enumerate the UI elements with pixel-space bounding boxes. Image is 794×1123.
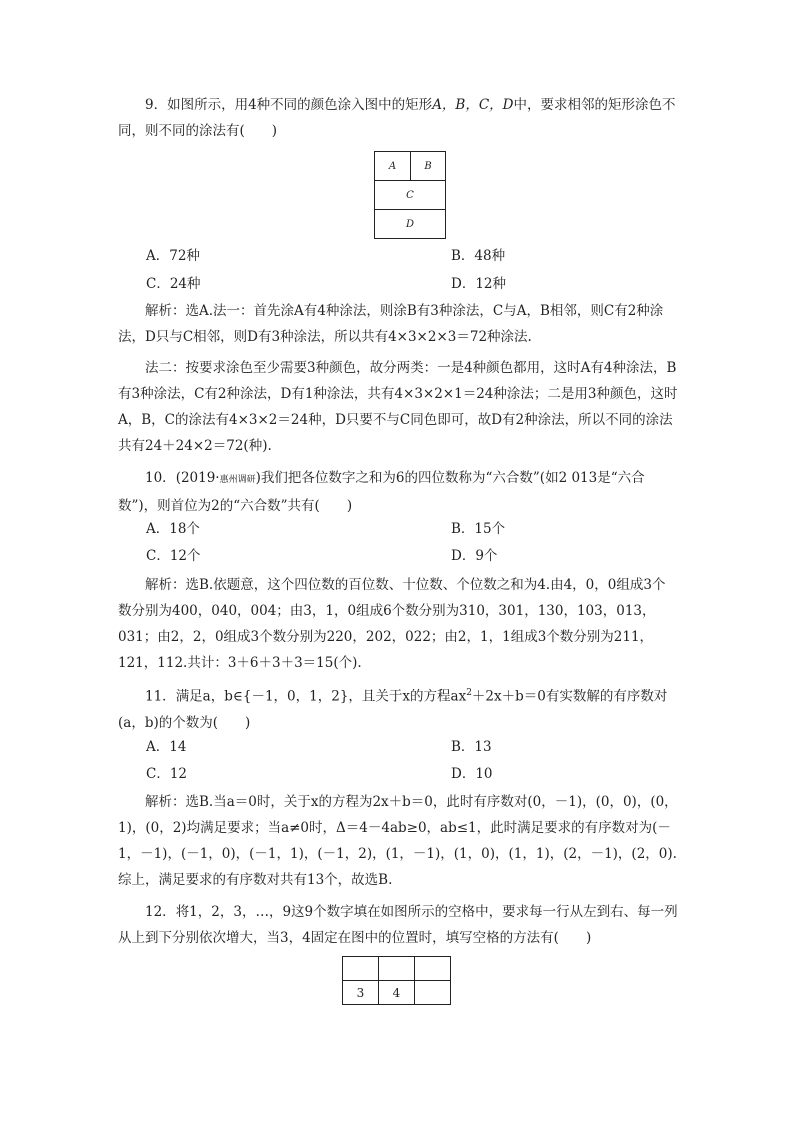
grid-cell-3: 3 bbox=[343, 981, 379, 1005]
question-11-option-a: A．14 bbox=[146, 739, 187, 755]
question-10-source: 惠州调研 bbox=[219, 475, 256, 485]
question-11-option-d: D．10 bbox=[451, 766, 493, 782]
question-9-analysis-method-2: 法二：按要求涂色至少需要3种颜色，故分两类：一是4种颜色都用，这时A有4种涂法，B有3种涂法，C有2种涂法，D有1种涂法，共有4×3×2×1＝24种涂法；二是用3种颜色，这时A，B，C的涂法有4×3×2＝24种，D只要不与C同色即可，故D有2种涂法，所以不同的涂法共有24＋24×2＝72(种). bbox=[118, 360, 678, 454]
question-11-option-c: C．12 bbox=[146, 766, 188, 782]
question-12-grid-figure bbox=[342, 956, 451, 1005]
question-11-analysis: 解析：选B.当a＝0时，关于x的方程为2x＋b＝0，此时有序数对(0，－1)，(0，0)，(0，1)，(0，2)均满足要求；当a≠0时，Δ＝4－4ab≥0，ab≤1，此时满足要求的有序数对为(－1，－1)，(－1，0)，(－1，1)，(－1，2)，(1，－1)，(1，0)，(1，1)，(2，－1)，(2，0).综上，满足要求的有序数对共有13个，故选B. bbox=[118, 794, 678, 888]
question-12-stem: 12．将1，2，3，…，9这9个数字填在如图所示的空格中，要求每一行从左到右、每一列从上到下分别依次增大，当3，4固定在图中的位置时，填写空格的方法有( ) bbox=[118, 904, 678, 946]
question-10-analysis: 解析：选B.依题意，这个四位数的百位数、十位数、个位数之和为4.由4，0，0组成3个数分别为400，040，004；由3，1，0组成6个数分别为310，301，130，103，013，031；由2，2，0组成3个数分别为220，202，022；由2，1，1组成3个数分别为211，121，112.共计：3＋6＋3＋3＝15(个). bbox=[118, 577, 666, 671]
question-9-rectangle-figure bbox=[374, 151, 446, 239]
question-12-number: 12． bbox=[145, 904, 176, 920]
grid-cell-4: 4 bbox=[379, 981, 415, 1005]
question-9-stem: 9．如图所示，用4种不同的颜色涂入图中的矩形A，B，C，D中，要求相邻的矩形涂色不同，则不同的涂法有( ) bbox=[118, 97, 676, 139]
grid-cell bbox=[415, 981, 451, 1005]
grid-cell bbox=[343, 957, 379, 981]
question-9-option-c: C．24种 bbox=[146, 276, 201, 292]
question-10-option-d: D．9个 bbox=[451, 548, 498, 564]
question-11-stem: 11．满足a，b∈{－1，0，1，2}，且关于x的方程$ax^2+2x+b=0$有实数解的有序数对(a，b)的个数为( ) bbox=[118, 688, 668, 731]
question-11-number: 11． bbox=[145, 688, 176, 705]
question-10-option-b: B．15个 bbox=[451, 521, 506, 537]
question-9-option-b: B．48种 bbox=[451, 248, 506, 264]
grid-cell bbox=[415, 957, 451, 981]
rectangle-c: C bbox=[375, 181, 445, 210]
question-10-number: 10． bbox=[145, 470, 176, 486]
question-9-option-a: A．72种 bbox=[146, 248, 200, 264]
question-9-option-d: D．12种 bbox=[451, 276, 507, 292]
rectangle-b: B bbox=[411, 152, 445, 181]
question-10-stem: 10．(2019·惠州调研)我们把各位数字之和为6的四位数称为“六合数”(如2 013是“六合数”)，则首位为2的“六合数”共有( ) bbox=[118, 470, 645, 514]
rectangle-a: A bbox=[375, 152, 411, 181]
rectangle-d: D bbox=[405, 218, 415, 230]
question-10-option-a: A．18个 bbox=[146, 521, 200, 537]
question-10-option-c: C．12个 bbox=[146, 548, 201, 564]
question-11-option-b: B．13 bbox=[451, 739, 492, 755]
question-9-analysis-method-1: 解析：选A.法一：首先涂A有4种涂法，则涂B有3种涂法，C与A，B相邻，则C有2种涂法，D只与C相邻，则D有3种涂法，所以共有4×3×2×3＝72种涂法. bbox=[118, 303, 664, 345]
question-9-number: 9． bbox=[145, 97, 168, 113]
grid-cell bbox=[379, 957, 415, 981]
